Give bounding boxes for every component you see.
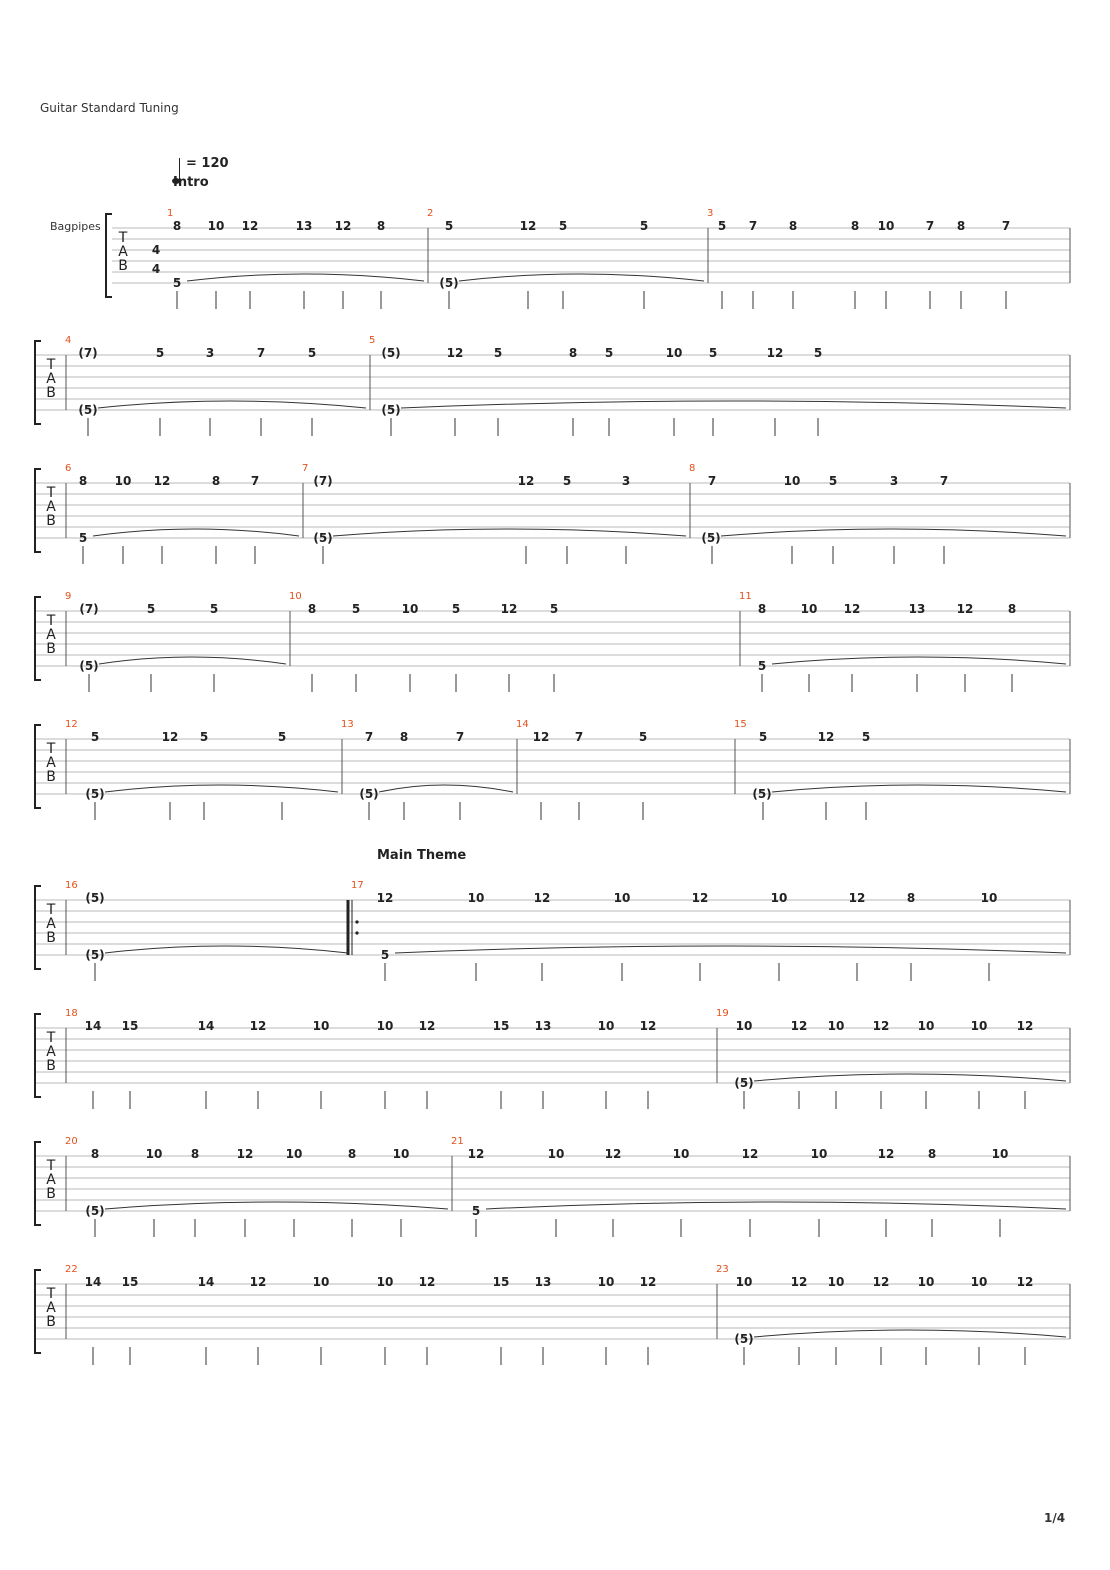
tab-clef-letter: T <box>46 741 56 757</box>
fret-number-high: 12 <box>467 1147 485 1161</box>
fret-number-high: 12 <box>500 602 518 616</box>
tie-arc <box>754 1330 1066 1337</box>
fret-number-high: 12 <box>533 891 551 905</box>
measure-number: 15 <box>734 719 747 730</box>
fret-number-high: 5 <box>444 219 454 233</box>
fret-number-low: (5) <box>701 531 721 545</box>
fret-number-high: 7 <box>925 219 935 233</box>
fret-number-high: 12 <box>418 1019 436 1033</box>
fret-number-high: 3 <box>621 474 631 488</box>
fret-number-high: 5 <box>717 219 727 233</box>
fret-number-high: 12 <box>517 474 535 488</box>
fret-number-high: 12 <box>376 891 394 905</box>
fret-number-high: 5 <box>199 730 209 744</box>
measure-number: 7 <box>302 463 309 474</box>
fret-number-low: (5) <box>381 403 401 417</box>
fret-number-high: 7 <box>707 474 717 488</box>
fret-number-high: 10 <box>917 1275 935 1289</box>
fret-number-high: 10 <box>547 1147 565 1161</box>
fret-number-high: 12 <box>848 891 866 905</box>
tab-clef-letter: T <box>46 485 56 501</box>
measure-number: 13 <box>341 719 354 730</box>
fret-number-high: (5) <box>381 346 401 360</box>
fret-number-high: 12 <box>741 1147 759 1161</box>
fret-number-high: 15 <box>121 1275 139 1289</box>
tab-clef-letter: A <box>118 244 128 260</box>
fret-number-low: (5) <box>85 787 105 801</box>
repeat-dot <box>355 931 358 934</box>
fret-number-high: 10 <box>145 1147 163 1161</box>
fret-number-high: 12 <box>691 891 709 905</box>
fret-number-low: 5 <box>172 276 182 290</box>
tab-clef-letter: T <box>46 1286 56 1302</box>
fret-number-low: (5) <box>359 787 379 801</box>
measure-number: 23 <box>716 1264 729 1275</box>
measure-number: 14 <box>516 719 529 730</box>
measure-number: 2 <box>427 208 434 219</box>
fret-number-high: 5 <box>493 346 503 360</box>
fret-number-high: 8 <box>927 1147 937 1161</box>
fret-number-high: 5 <box>146 602 156 616</box>
fret-number-high: (7) <box>79 602 99 616</box>
fret-number-high: (5) <box>85 891 105 905</box>
fret-number-high: 7 <box>748 219 758 233</box>
system-bracket <box>35 886 41 969</box>
fret-number-high: 5 <box>549 602 559 616</box>
fret-number-high: 13 <box>908 602 926 616</box>
fret-number-high: 14 <box>84 1019 102 1033</box>
fret-number-high: 12 <box>161 730 179 744</box>
fret-number-high: 5 <box>155 346 165 360</box>
system-bracket <box>35 1142 41 1225</box>
tie-arc <box>99 657 286 664</box>
fret-number-high: 12 <box>639 1275 657 1289</box>
fret-number-high: 5 <box>638 730 648 744</box>
fret-number-high: 8 <box>211 474 221 488</box>
tab-clef-letter: A <box>46 1044 56 1060</box>
system-bracket <box>35 341 41 424</box>
fret-number-high: 5 <box>562 474 572 488</box>
tab-clef-letter: B <box>118 258 128 274</box>
fret-number-low: (5) <box>85 1204 105 1218</box>
fret-number-low: (5) <box>752 787 772 801</box>
fret-number-high: 10 <box>467 891 485 905</box>
fret-number-high: 10 <box>285 1147 303 1161</box>
tab-clef-letter: B <box>46 385 56 401</box>
fret-number-low: 5 <box>78 531 88 545</box>
fret-number-high: 10 <box>917 1019 935 1033</box>
tab-clef-letter: A <box>46 1172 56 1188</box>
fret-number-high: 8 <box>307 602 317 616</box>
fret-number-high: 5 <box>209 602 219 616</box>
fret-number-high: 12 <box>446 346 464 360</box>
fret-number-high: 12 <box>334 219 352 233</box>
section-label-intro: Intro <box>173 175 209 190</box>
measure-number: 9 <box>65 591 72 602</box>
fret-number-high: 12 <box>532 730 550 744</box>
fret-number-high: 7 <box>364 730 374 744</box>
tie-arc <box>187 274 424 281</box>
fret-number-high: 10 <box>877 219 895 233</box>
repeat-dot <box>355 920 358 923</box>
measure-number: 18 <box>65 1008 78 1019</box>
tie-arc <box>105 946 348 953</box>
fret-number-high: 8 <box>568 346 578 360</box>
time-signature-bottom: 4 <box>151 262 161 276</box>
tie-arc <box>721 529 1066 536</box>
fret-number-high: 10 <box>980 891 998 905</box>
tie-arc <box>105 785 338 792</box>
fret-number-low: (5) <box>79 659 99 673</box>
fret-number-high: 12 <box>153 474 171 488</box>
fret-number-high: 5 <box>90 730 100 744</box>
fret-number-high: 10 <box>672 1147 690 1161</box>
tuning-label: Guitar Standard Tuning <box>40 101 179 115</box>
fret-number-high: 12 <box>639 1019 657 1033</box>
tab-clef-letter: A <box>46 1300 56 1316</box>
measure-number: 11 <box>739 591 752 602</box>
fret-number-low: (5) <box>734 1076 754 1090</box>
fret-number-high: 10 <box>827 1275 845 1289</box>
fret-number-low: (5) <box>78 403 98 417</box>
fret-number-high: 10 <box>392 1147 410 1161</box>
fret-number-high: 12 <box>241 219 259 233</box>
fret-number-high: 10 <box>597 1275 615 1289</box>
fret-number-high: 7 <box>1001 219 1011 233</box>
fret-number-high: 12 <box>956 602 974 616</box>
fret-number-high: 10 <box>207 219 225 233</box>
fret-number-low: (5) <box>439 276 459 290</box>
tab-clef-letter: A <box>46 755 56 771</box>
fret-number-high: 12 <box>249 1019 267 1033</box>
fret-number-high: 7 <box>939 474 949 488</box>
tie-arc <box>333 529 686 536</box>
page-number: 1/4 <box>1044 1511 1066 1525</box>
tab-clef-letter: T <box>118 230 128 246</box>
fret-number-high: 5 <box>351 602 361 616</box>
fret-number-high: 10 <box>970 1275 988 1289</box>
measure-number: 21 <box>451 1136 464 1147</box>
system-bracket <box>106 214 112 297</box>
fret-number-high: 13 <box>295 219 313 233</box>
fret-number-high: 12 <box>790 1019 808 1033</box>
tempo-marking: = 120 <box>186 156 229 171</box>
fret-number-high: 3 <box>205 346 215 360</box>
section-label-main-theme: Main Theme <box>377 848 467 863</box>
fret-number-low: (5) <box>734 1332 754 1346</box>
fret-number-high: 10 <box>827 1019 845 1033</box>
fret-number-high: 5 <box>604 346 614 360</box>
fret-number-high: 15 <box>121 1019 139 1033</box>
fret-number-high: 14 <box>197 1019 215 1033</box>
fret-number-high: 14 <box>197 1275 215 1289</box>
fret-number-high: 5 <box>861 730 871 744</box>
measure-number: 12 <box>65 719 78 730</box>
measure-number: 1 <box>167 208 174 219</box>
tab-clef-letter: T <box>46 357 56 373</box>
fret-number-high: 15 <box>492 1019 510 1033</box>
fret-number-high: 10 <box>665 346 683 360</box>
measure-number: 17 <box>351 880 364 891</box>
fret-number-high: 10 <box>970 1019 988 1033</box>
system-bracket <box>35 1270 41 1353</box>
tie-arc <box>379 785 513 792</box>
fret-number-high: 8 <box>788 219 798 233</box>
fret-number-high: 14 <box>84 1275 102 1289</box>
fret-number-high: 8 <box>190 1147 200 1161</box>
tie-arc <box>459 274 704 281</box>
fret-number-high: 10 <box>735 1019 753 1033</box>
fret-number-high: 10 <box>376 1019 394 1033</box>
fret-number-high: 8 <box>90 1147 100 1161</box>
fret-number-low: 5 <box>757 659 767 673</box>
measure-number: 3 <box>707 208 714 219</box>
tab-clef-letter: A <box>46 371 56 387</box>
fret-number-high: 12 <box>872 1275 890 1289</box>
system-bracket <box>35 597 41 680</box>
tie-arc <box>772 785 1066 792</box>
tie-arc <box>93 529 299 536</box>
fret-number-high: 10 <box>376 1275 394 1289</box>
fret-number-high: 10 <box>597 1019 615 1033</box>
fret-number-high: 8 <box>347 1147 357 1161</box>
fret-number-high: 12 <box>1016 1019 1034 1033</box>
tab-clef-letter: A <box>46 916 56 932</box>
fret-number-high: 8 <box>956 219 966 233</box>
time-signature-top: 4 <box>151 243 161 257</box>
tab-clef-letter: B <box>46 769 56 785</box>
fret-number-high: 10 <box>800 602 818 616</box>
fret-number-high: 10 <box>401 602 419 616</box>
measure-number: 8 <box>689 463 696 474</box>
measure-number: 19 <box>716 1008 729 1019</box>
fret-number-high: 5 <box>451 602 461 616</box>
fret-number-high: 5 <box>813 346 823 360</box>
tie-arc <box>401 401 1066 408</box>
tab-clef-letter: B <box>46 1314 56 1330</box>
fret-number-low: (5) <box>85 948 105 962</box>
measure-number: 16 <box>65 880 78 891</box>
fret-number-high: 12 <box>418 1275 436 1289</box>
fret-number-high: 10 <box>613 891 631 905</box>
fret-number-low: (5) <box>313 531 333 545</box>
tie-arc <box>98 401 366 408</box>
system-bracket <box>35 469 41 552</box>
fret-number-high: 12 <box>872 1019 890 1033</box>
tab-clef-letter: B <box>46 513 56 529</box>
fret-number-high: 10 <box>735 1275 753 1289</box>
tie-arc <box>772 657 1066 664</box>
fret-number-high: (7) <box>78 346 98 360</box>
fret-number-high: 12 <box>843 602 861 616</box>
fret-number-high: 13 <box>534 1019 552 1033</box>
measure-number: 20 <box>65 1136 78 1147</box>
instrument-name: Bagpipes <box>50 220 101 233</box>
tab-clef-letter: T <box>46 1158 56 1174</box>
fret-number-high: 15 <box>492 1275 510 1289</box>
fret-number-low: 5 <box>380 948 390 962</box>
fret-number-high: 12 <box>604 1147 622 1161</box>
fret-number-high: 10 <box>114 474 132 488</box>
tie-arc <box>105 1202 448 1209</box>
tab-clef-letter: B <box>46 930 56 946</box>
tab-clef-letter: A <box>46 627 56 643</box>
fret-number-high: 12 <box>790 1275 808 1289</box>
tab-clef-letter: T <box>46 1030 56 1046</box>
tab-clef-letter: B <box>46 1058 56 1074</box>
fret-number-high: 5 <box>828 474 838 488</box>
fret-number-high: 10 <box>991 1147 1009 1161</box>
fret-number-high: 8 <box>1007 602 1017 616</box>
fret-number-high: 5 <box>558 219 568 233</box>
fret-number-high: 12 <box>249 1275 267 1289</box>
fret-number-high: 3 <box>889 474 899 488</box>
fret-number-high: 5 <box>708 346 718 360</box>
fret-number-high: 12 <box>1016 1275 1034 1289</box>
fret-number-high: 8 <box>850 219 860 233</box>
tab-clef-letter: T <box>46 902 56 918</box>
measure-number: 10 <box>289 591 302 602</box>
fret-number-high: 7 <box>455 730 465 744</box>
fret-number-high: 7 <box>250 474 260 488</box>
fret-number-high: (7) <box>313 474 333 488</box>
measure-number: 5 <box>369 335 376 346</box>
fret-number-high: 10 <box>312 1019 330 1033</box>
tie-arc <box>486 1202 1066 1209</box>
fret-number-high: 10 <box>810 1147 828 1161</box>
fret-number-high: 12 <box>519 219 537 233</box>
fret-number-high: 5 <box>307 346 317 360</box>
fret-number-high: 10 <box>770 891 788 905</box>
system-bracket <box>35 725 41 808</box>
fret-number-high: 7 <box>574 730 584 744</box>
fret-number-high: 10 <box>783 474 801 488</box>
fret-number-high: 13 <box>534 1275 552 1289</box>
fret-number-high: 5 <box>639 219 649 233</box>
system-bracket <box>35 1014 41 1097</box>
fret-number-high: 8 <box>376 219 386 233</box>
fret-number-high: 7 <box>256 346 266 360</box>
fret-number-high: 12 <box>817 730 835 744</box>
tab-clef-letter: B <box>46 641 56 657</box>
fret-number-high: 12 <box>766 346 784 360</box>
measure-number: 4 <box>65 335 72 346</box>
fret-number-low: 5 <box>471 1204 481 1218</box>
fret-number-high: 8 <box>757 602 767 616</box>
tab-clef-letter: T <box>46 613 56 629</box>
tie-arc <box>395 946 1066 953</box>
fret-number-high: 5 <box>277 730 287 744</box>
fret-number-high: 12 <box>236 1147 254 1161</box>
fret-number-high: 8 <box>906 891 916 905</box>
tab-clef-letter: B <box>46 1186 56 1202</box>
fret-number-high: 8 <box>172 219 182 233</box>
fret-number-high: 5 <box>758 730 768 744</box>
tab-clef-letter: A <box>46 499 56 515</box>
fret-number-high: 8 <box>399 730 409 744</box>
fret-number-high: 12 <box>877 1147 895 1161</box>
fret-number-high: 8 <box>78 474 88 488</box>
measure-number: 6 <box>65 463 72 474</box>
fret-number-high: 10 <box>312 1275 330 1289</box>
measure-number: 22 <box>65 1264 78 1275</box>
tie-arc <box>754 1074 1066 1081</box>
